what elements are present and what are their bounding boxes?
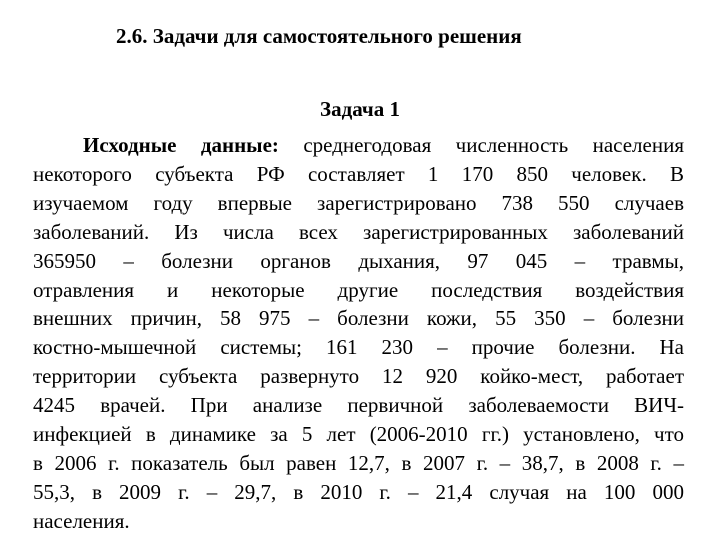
section-title: 2.6. Задачи для самостоятельного решения bbox=[116, 24, 522, 48]
task-body bbox=[33, 131, 684, 536]
body-line: отравления и некоторые другие последствия воздействия bbox=[33, 277, 684, 302]
source-data-label: Исходные данные: bbox=[83, 133, 279, 157]
body-line: инфекцией в динамике за 5 лет (2006-2010 гг.) установлено, что bbox=[33, 422, 684, 447]
body-line: некоторого субъекта РФ составляет 1 170 850 человек. В bbox=[33, 161, 684, 186]
task-title: Задача 1 bbox=[320, 97, 400, 121]
body-line: в 2006 г. показатель был равен 12,7, в 2007 г. – 38,7, в 2008 г. – bbox=[33, 450, 684, 475]
body-line: 55,3, в 2009 г. – 29,7, в 2010 г. – 21,4 случая на 100 000 bbox=[33, 479, 684, 504]
body-line: заболеваний. Из числа всех зарегистрированных заболеваний bbox=[33, 219, 684, 244]
body-line: населения. bbox=[33, 508, 130, 533]
body-line: костно-мышечной системы; 161 230 – прочие болезни. На bbox=[33, 335, 684, 360]
body-line bbox=[33, 131, 684, 160]
body-line: территории субъекта развернуто 12 920 койко-мест, работает bbox=[33, 364, 684, 389]
body-line: изучаемом году впервые зарегистрировано 738 550 случаев bbox=[33, 190, 684, 215]
body-line: внешних причин, 58 975 – болезни кожи, 55 350 – болезни bbox=[33, 306, 684, 331]
body-line-text: среднегодовая численность населения bbox=[278, 133, 684, 157]
body-line: 4245 врачей. При анализе первичной заболеваемости ВИЧ- bbox=[33, 393, 684, 418]
body-line: 365950 – болезни органов дыхания, 97 045 – травмы, bbox=[33, 248, 684, 273]
